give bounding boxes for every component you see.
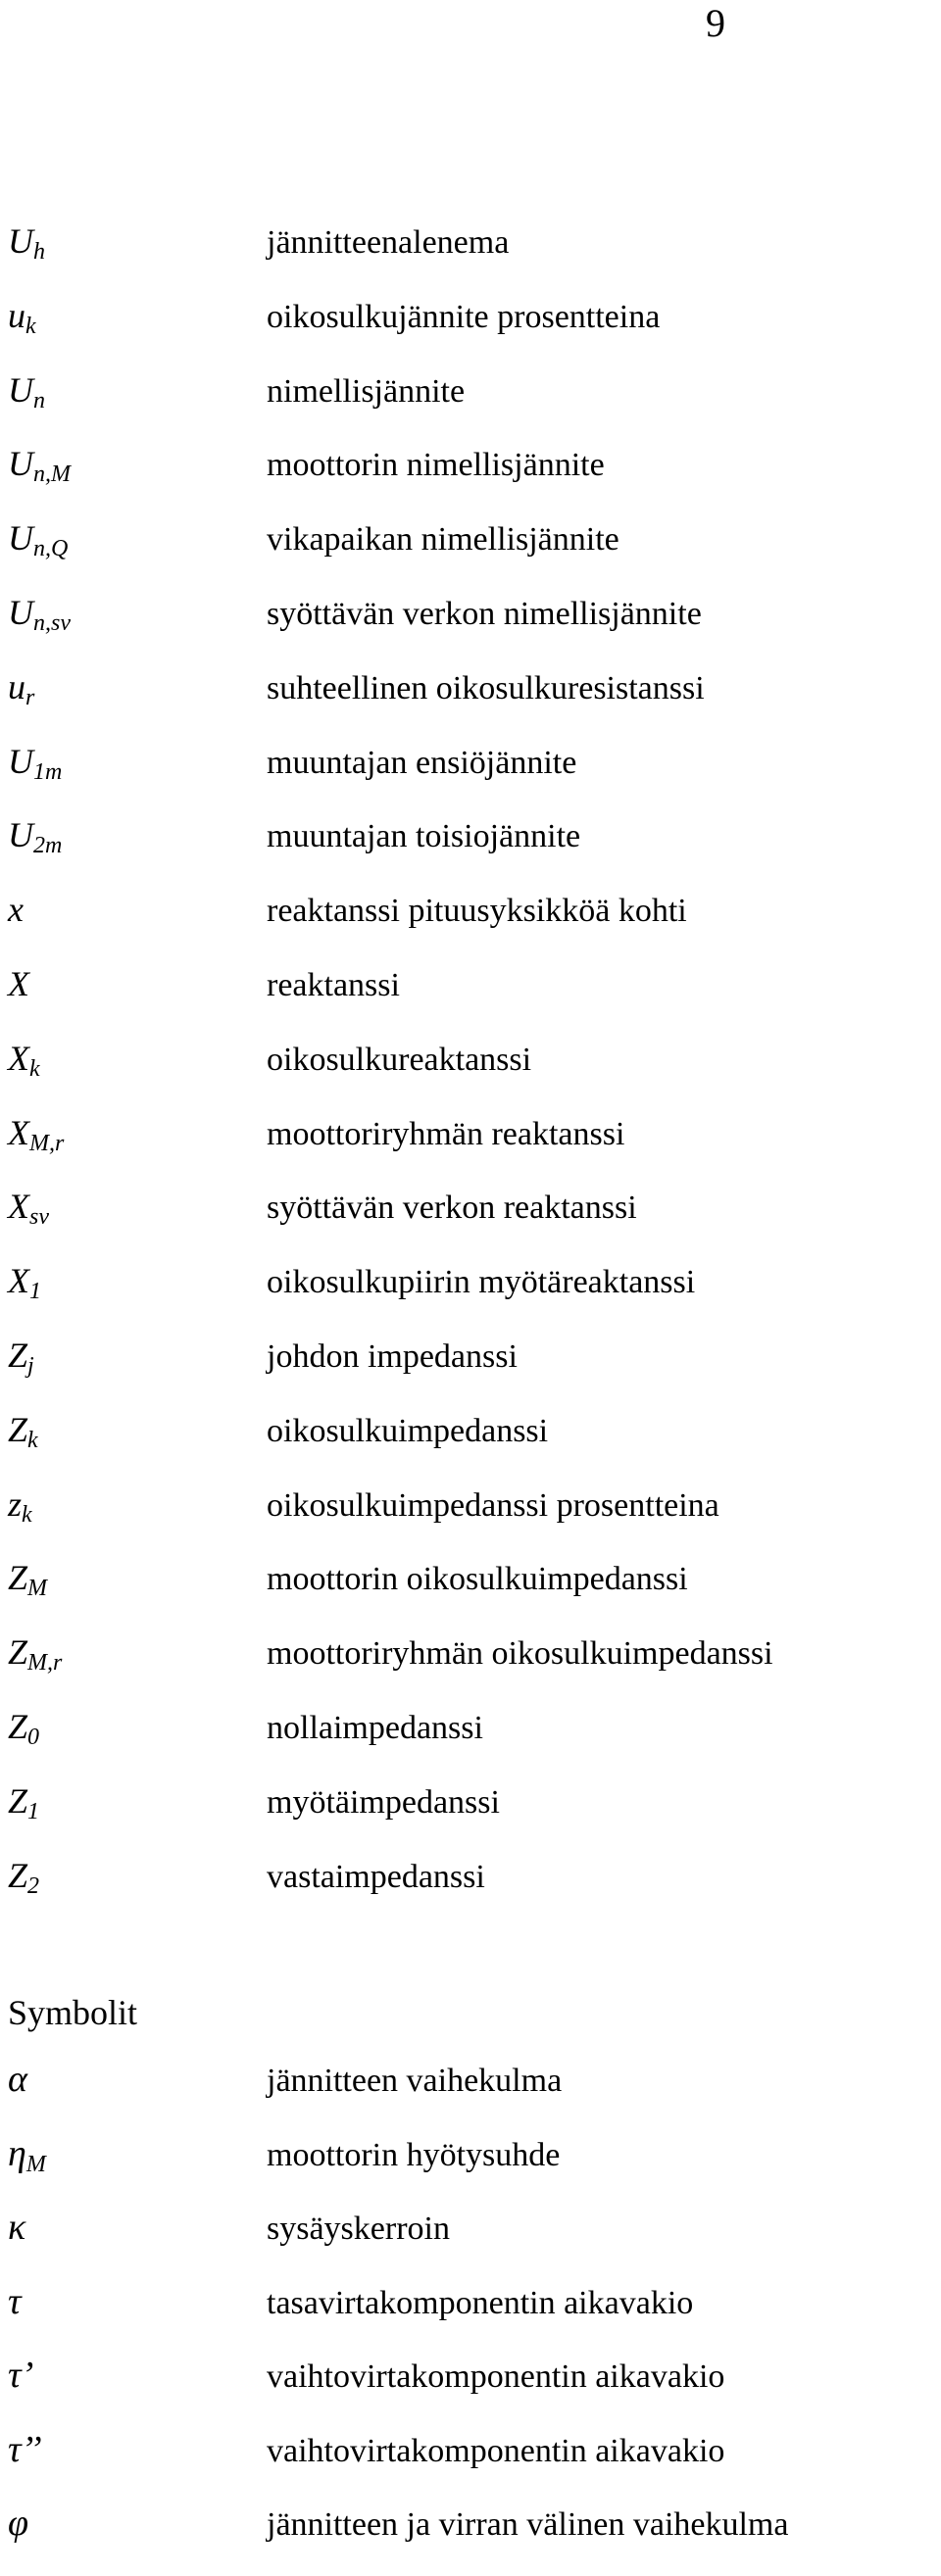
- symbol: [8, 1112, 267, 1156]
- symbol-row: [8, 2502, 939, 2576]
- symbol-row: [8, 1483, 939, 1558]
- symbol-description: oikosulkureaktanssi: [267, 1041, 532, 1078]
- symbol-base: U: [8, 592, 33, 632]
- symbol-row: [8, 963, 939, 1038]
- symbol-row: [8, 1112, 939, 1187]
- symbol: [8, 443, 267, 488]
- symbol-description: tasavirtakomponentin aikavakio: [267, 2284, 694, 2321]
- symbol-base: τ: [8, 2280, 22, 2322]
- symbol-list: [8, 220, 939, 1928]
- symbol-row: [8, 295, 939, 369]
- symbol: [8, 1186, 267, 1231]
- symbol-subscript: n,sv: [33, 609, 71, 636]
- symbol: [8, 517, 267, 562]
- symbol-base: τ’: [8, 2355, 34, 2396]
- symbol-base: U: [8, 518, 33, 559]
- greek-symbol-list: [8, 2058, 939, 2576]
- symbol-row: [8, 1335, 939, 1409]
- symbol-description: nimellisjännite: [267, 372, 466, 410]
- symbol-description: oikosulkuimpedanssi: [267, 1412, 549, 1449]
- symbol-row: [8, 2354, 939, 2428]
- symbol-row: [8, 1038, 939, 1112]
- symbol-description: oikosulkuimpedanssi prosentteina: [267, 1486, 719, 1524]
- symbol-base: Z: [8, 1409, 28, 1449]
- symbol: [8, 1631, 267, 1677]
- symbol-description: moottorin oikosulkuimpedanssi: [267, 1561, 688, 1598]
- symbol-description: vaihtovirtakomponentin aikavakio: [267, 2432, 725, 2469]
- symbol: [8, 592, 267, 636]
- symbol-description: johdon impedanssi: [267, 1337, 518, 1375]
- symbol: [8, 369, 267, 411]
- symbol-subscript: k: [22, 1501, 32, 1528]
- symbol-row: [8, 889, 939, 963]
- symbol-subscript: k: [25, 313, 36, 339]
- symbol-row: [8, 1186, 939, 1260]
- symbol: [8, 1706, 267, 1750]
- symbol-subscript: 2: [27, 1872, 40, 1899]
- symbol-description: sysäyskerroin: [267, 2211, 450, 2247]
- symbol-row: [8, 2206, 939, 2280]
- symbol-subscript: k: [29, 1055, 40, 1082]
- symbol: [8, 1038, 267, 1082]
- symbol: [8, 814, 267, 859]
- symbol-subscript: M: [25, 2151, 46, 2177]
- symbol-subscript: j: [27, 1352, 34, 1379]
- symbol-description: oikosulkupiirin myötäreaktanssi: [267, 1264, 696, 1301]
- symbol-description: moottoriryhmän oikosulkuimpedanssi: [267, 1635, 773, 1673]
- symbol-description: moottorin hyötysuhde: [267, 2136, 561, 2173]
- symbol-base: x: [8, 890, 24, 930]
- symbol-description: nollaimpedanssi: [267, 1709, 483, 1746]
- symbol-base: X: [8, 1038, 29, 1078]
- symbol-row: [8, 2428, 939, 2503]
- symbol-subscript: n: [33, 387, 45, 413]
- symbol: [8, 2428, 267, 2471]
- symbol-base: U: [8, 444, 33, 484]
- symbol-description: moottorin nimellisjännite: [267, 447, 605, 484]
- symbol: [8, 2206, 267, 2249]
- symbol-subscript: 1: [29, 1279, 41, 1305]
- symbol-row: [8, 1260, 939, 1335]
- symbol-row: [8, 666, 939, 741]
- symbol: [8, 1483, 267, 1528]
- symbol-description: suhteellinen oikosulkuresistanssi: [267, 669, 705, 706]
- symbol-description: jännitteen ja virran välinen vaihekulma: [267, 2506, 789, 2543]
- symbol-description: reaktanssi: [267, 966, 400, 1003]
- symbol-description: vikapaikan nimellisjännite: [267, 521, 619, 559]
- symbol-description: jännitteenalenema: [267, 224, 510, 261]
- symbol: [8, 1260, 267, 1305]
- symbol: [8, 2058, 267, 2101]
- symbol-subscript: M,r: [29, 1130, 65, 1156]
- symbol-base: Z: [8, 1558, 28, 1598]
- symbol-row: [8, 220, 939, 295]
- symbol-description: moottoriryhmän reaktanssi: [267, 1115, 625, 1152]
- symbol: [8, 1557, 267, 1602]
- symbol-subscript: k: [27, 1427, 38, 1453]
- symbol: [8, 963, 267, 1004]
- symbol-base: u: [8, 666, 25, 706]
- symbol-description: jännitteen vaihekulma: [267, 2063, 563, 2099]
- symbol: [8, 2354, 267, 2397]
- symbol-base: κ: [8, 2207, 26, 2248]
- symbol-description: muuntajan toisiojännite: [267, 818, 581, 855]
- symbol-description: syöttävän verkon reaktanssi: [267, 1190, 637, 1227]
- symbol: [8, 1855, 267, 1899]
- symbol-subscript: h: [33, 239, 45, 265]
- symbol-base: X: [8, 1261, 29, 1301]
- symbol-row: [8, 1557, 939, 1631]
- symbol: [8, 1409, 267, 1453]
- symbol-row: [8, 1855, 939, 1929]
- symbol-subscript: sv: [29, 1204, 49, 1231]
- symbol-row: [8, 592, 939, 666]
- symbol-base: X: [8, 1112, 29, 1152]
- page-number: 9: [706, 1, 725, 45]
- symbol-subscript: 1: [27, 1798, 40, 1824]
- symbol-base: X: [8, 1187, 29, 1227]
- symbol-description: oikosulkujännite prosentteina: [267, 298, 661, 335]
- symbol-description: myötäimpedanssi: [267, 1783, 500, 1821]
- symbol: [8, 2132, 267, 2175]
- symbol-subscript: n,M: [33, 462, 71, 488]
- symbol-subscript: M: [27, 1576, 48, 1602]
- symbol: [8, 889, 267, 930]
- section-heading: Symbolit: [8, 1993, 138, 2032]
- symbol-base: U: [8, 815, 33, 855]
- symbol-row: [8, 2280, 939, 2355]
- symbol-base: α: [8, 2059, 27, 2100]
- symbol-row: [8, 741, 939, 815]
- symbol: [8, 220, 267, 265]
- symbol-base: Z: [8, 1706, 28, 1746]
- symbol-row: [8, 814, 939, 889]
- symbol-row: [8, 1631, 939, 1706]
- symbol-subscript: r: [25, 684, 35, 710]
- symbol-base: z: [8, 1483, 23, 1524]
- symbol-base: φ: [8, 2503, 29, 2544]
- symbol-row: [8, 517, 939, 592]
- symbol-description: vastaimpedanssi: [267, 1858, 485, 1895]
- symbol: [8, 2280, 267, 2323]
- symbol-description: muuntajan ensiöjännite: [267, 744, 577, 781]
- symbol-base: Z: [8, 1855, 28, 1895]
- symbol-subscript: 2m: [33, 833, 63, 859]
- symbol-row: [8, 443, 939, 517]
- symbol-row: [8, 2132, 939, 2207]
- symbol-row: [8, 1706, 939, 1780]
- symbol-description: syöttävän verkon nimellisjännite: [267, 595, 702, 632]
- symbol-base: U: [8, 741, 33, 781]
- symbol-base: τ’’: [8, 2428, 42, 2470]
- symbol-row: [8, 369, 939, 444]
- symbol-base: Z: [8, 1335, 28, 1375]
- symbol-row: [8, 1409, 939, 1483]
- symbol: [8, 2502, 267, 2545]
- symbol-row: [8, 2058, 939, 2132]
- symbol-base: η: [8, 2132, 26, 2174]
- symbol: [8, 666, 267, 710]
- symbol-base: U: [8, 369, 33, 410]
- symbol-subscript: 1m: [33, 758, 63, 785]
- symbol-description: reaktanssi pituusyksikköä kohti: [267, 893, 687, 930]
- symbol-base: U: [8, 221, 33, 261]
- symbol-subscript: n,Q: [33, 536, 69, 562]
- symbol: [8, 1335, 267, 1379]
- symbol: [8, 1780, 267, 1822]
- symbol-subscript: 0: [27, 1724, 40, 1750]
- symbol: [8, 741, 267, 785]
- symbol-description: vaihtovirtakomponentin aikavakio: [267, 2358, 725, 2395]
- symbol-subscript: M,r: [27, 1650, 63, 1677]
- symbol-base: Z: [8, 1632, 28, 1673]
- symbol: [8, 295, 267, 339]
- symbol-base: X: [8, 963, 29, 1003]
- symbol-row: [8, 1780, 939, 1855]
- symbol-base: u: [8, 295, 25, 335]
- symbol-base: Z: [8, 1780, 28, 1821]
